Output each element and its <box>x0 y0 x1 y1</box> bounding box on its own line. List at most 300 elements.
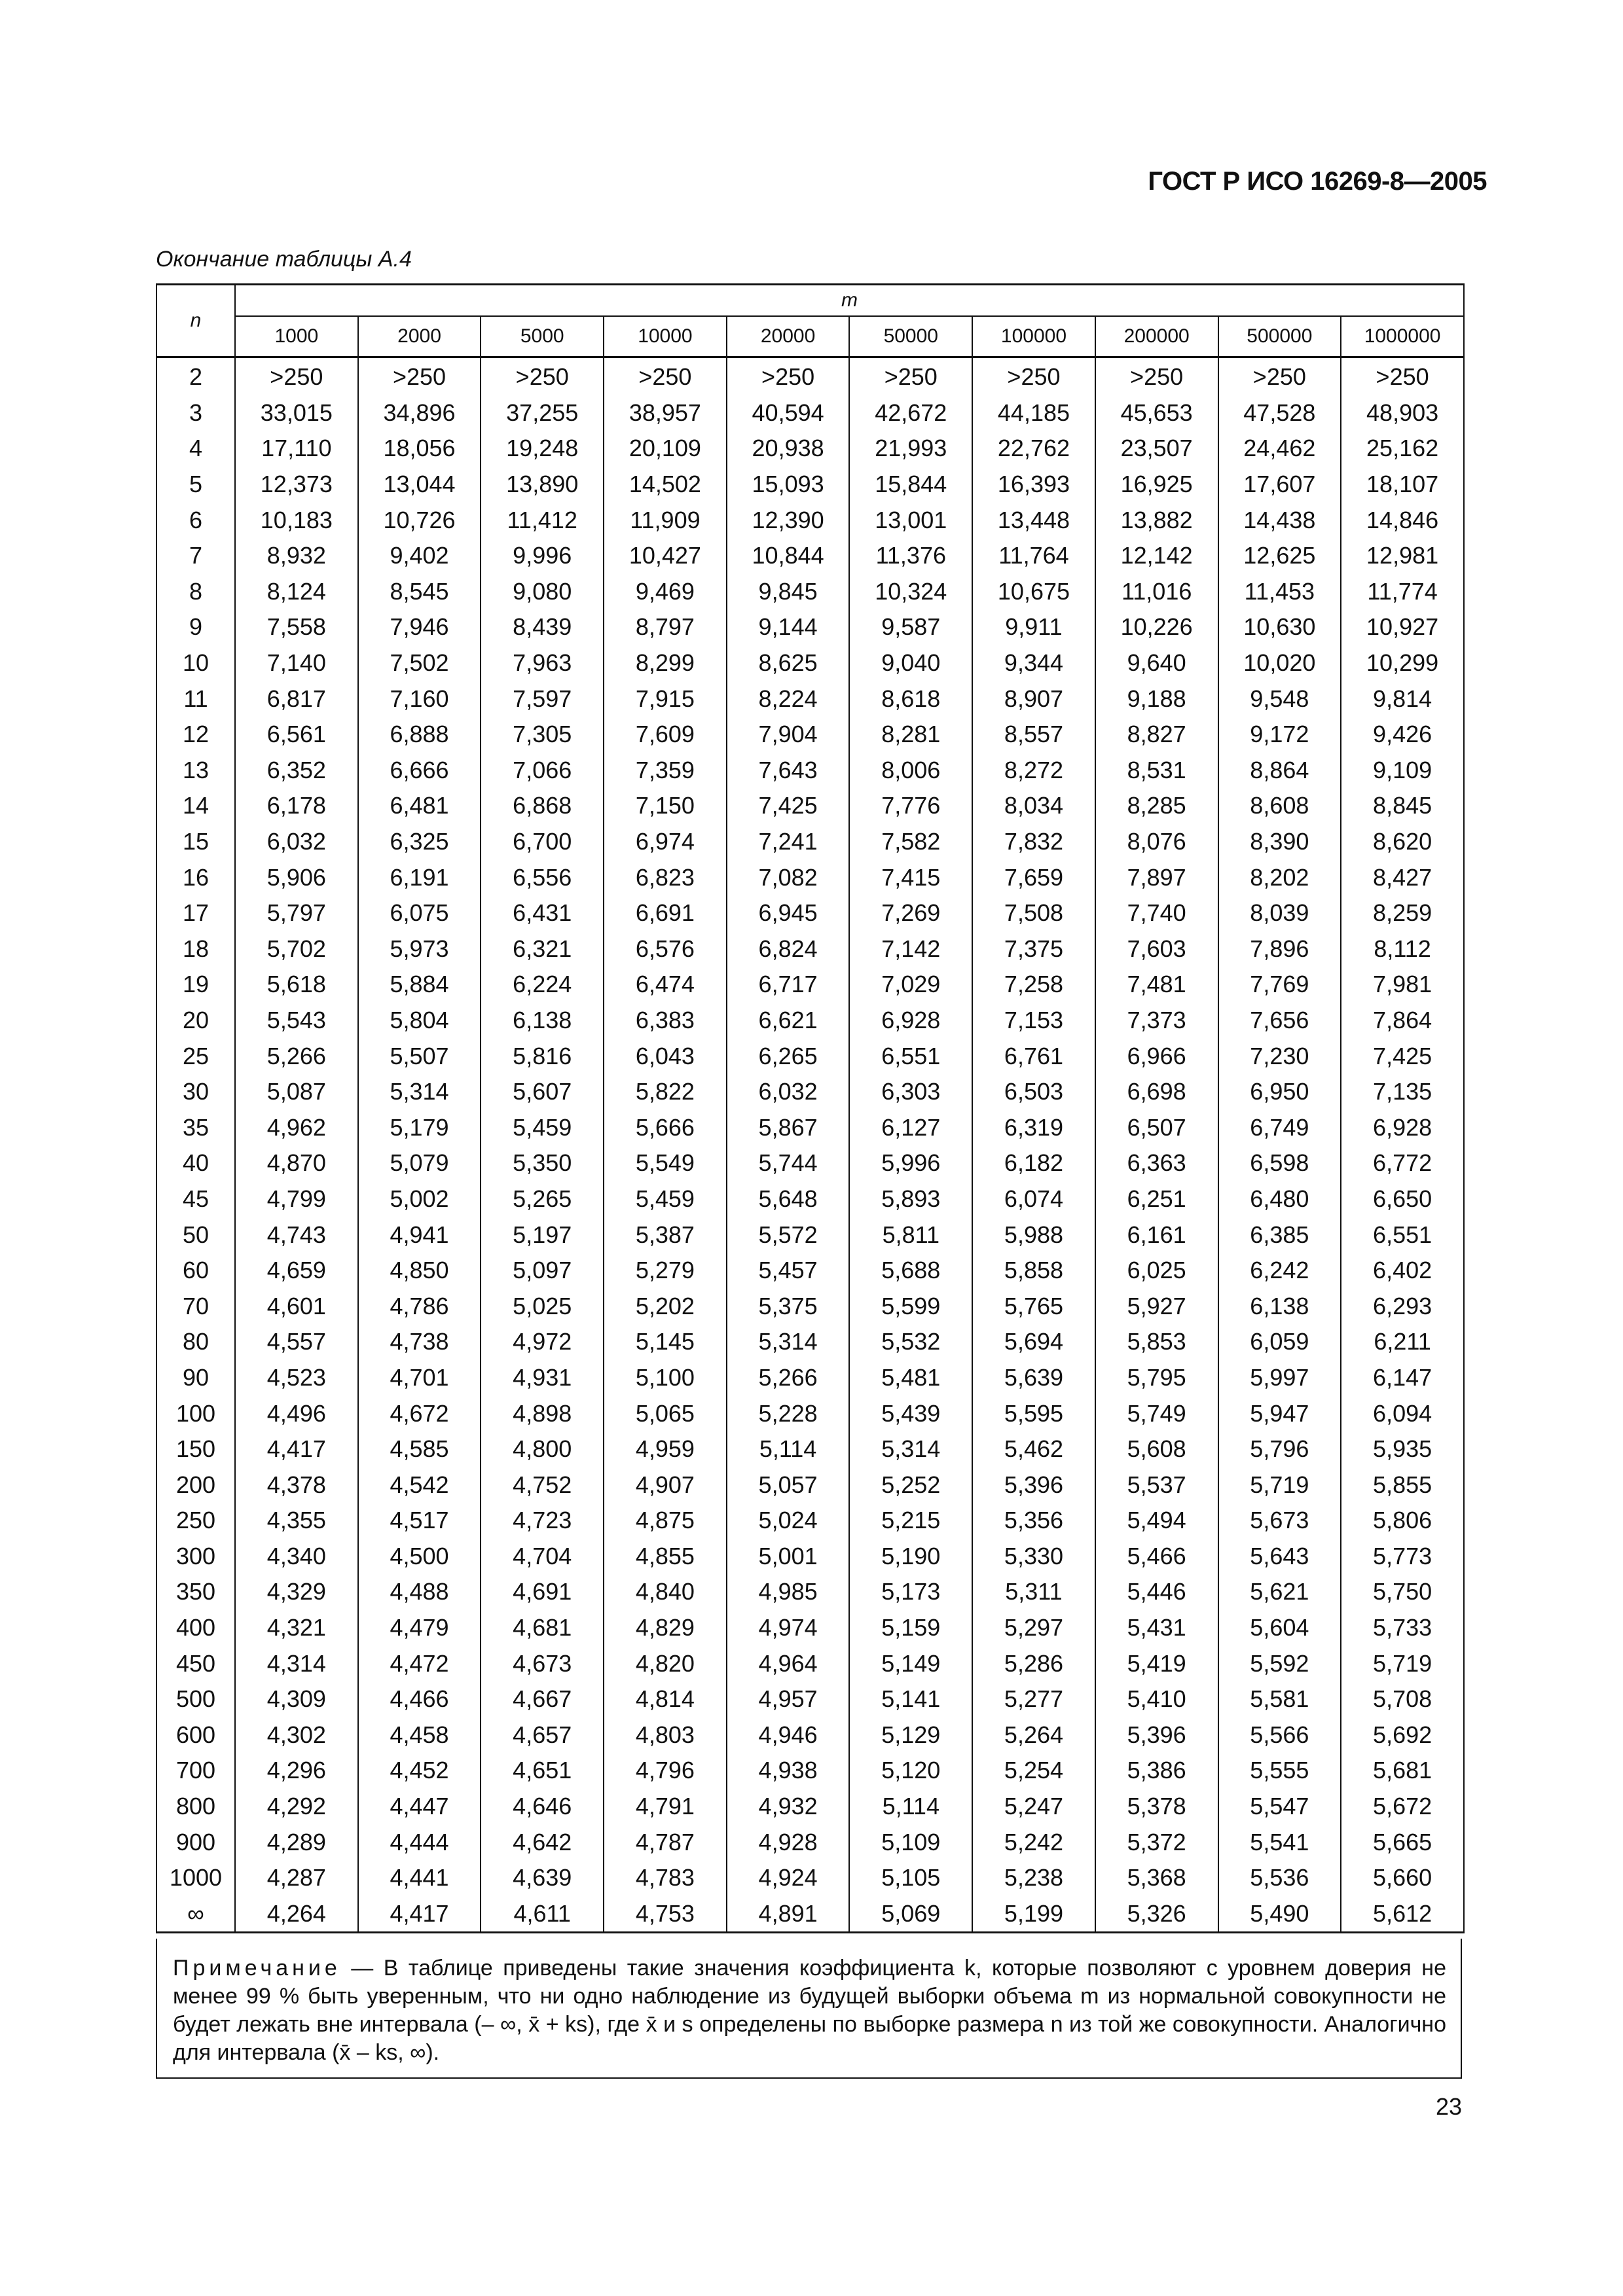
value-cell: 6,717 <box>727 967 850 1003</box>
value-cell: 7,269 <box>849 895 972 931</box>
value-cell: 8,545 <box>358 574 481 610</box>
value-cell: 10,020 <box>1218 645 1341 681</box>
n-cell: 4 <box>156 431 235 467</box>
n-cell: 11 <box>156 681 235 717</box>
value-cell: 6,059 <box>1218 1324 1341 1360</box>
value-cell: 8,039 <box>1218 895 1341 931</box>
value-cell: 5,375 <box>727 1288 850 1324</box>
value-cell: 4,850 <box>358 1253 481 1289</box>
n-cell: 10 <box>156 645 235 681</box>
value-cell: 5,547 <box>1218 1789 1341 1825</box>
value-cell: 7,142 <box>849 931 972 967</box>
value-cell: 5,326 <box>1095 1896 1218 1933</box>
value-cell: 5,988 <box>972 1217 1095 1253</box>
value-cell: 5,311 <box>972 1574 1095 1610</box>
value-cell: 5,114 <box>849 1789 972 1825</box>
value-cell: 4,329 <box>235 1574 358 1610</box>
value-cell: 6,138 <box>481 1003 604 1039</box>
value-cell: 5,494 <box>1095 1503 1218 1539</box>
value-cell: 25,162 <box>1341 431 1464 467</box>
value-cell: 5,190 <box>849 1539 972 1575</box>
value-cell: 9,640 <box>1095 645 1218 681</box>
value-cell: 9,402 <box>358 538 481 574</box>
value-cell: 4,928 <box>727 1824 850 1860</box>
n-cell: 350 <box>156 1574 235 1610</box>
column-header: 5000 <box>481 316 604 357</box>
value-cell: 4,924 <box>727 1860 850 1896</box>
value-cell: 7,258 <box>972 967 1095 1003</box>
value-cell: 6,402 <box>1341 1253 1464 1289</box>
n-cell: 20 <box>156 1003 235 1039</box>
n-cell: 100 <box>156 1395 235 1431</box>
value-cell: 6,178 <box>235 788 358 824</box>
table-row <box>156 502 1464 538</box>
value-cell: 20,109 <box>604 431 727 467</box>
n-cell: 40 <box>156 1145 235 1181</box>
n-cell: 19 <box>156 967 235 1003</box>
value-cell: 4,289 <box>235 1824 358 1860</box>
value-cell: 4,659 <box>235 1253 358 1289</box>
value-cell: 5,532 <box>849 1324 972 1360</box>
value-cell: 7,864 <box>1341 1003 1464 1039</box>
value-cell: 6,823 <box>604 859 727 895</box>
value-cell: 8,932 <box>235 538 358 574</box>
table-row <box>156 1503 1464 1539</box>
value-cell: 7,558 <box>235 609 358 645</box>
value-cell: 5,599 <box>849 1288 972 1324</box>
value-cell: 12,981 <box>1341 538 1464 574</box>
n-cell: 450 <box>156 1645 235 1681</box>
n-cell: 800 <box>156 1789 235 1825</box>
value-cell: 5,884 <box>358 967 481 1003</box>
value-cell: >250 <box>604 357 727 395</box>
value-cell: 7,659 <box>972 859 1095 895</box>
value-cell: 5,141 <box>849 1681 972 1717</box>
value-cell: 4,557 <box>235 1324 358 1360</box>
value-cell: 7,373 <box>1095 1003 1218 1039</box>
value-cell: 6,950 <box>1218 1074 1341 1110</box>
n-column-header: n <box>156 285 235 357</box>
value-cell: 5,439 <box>849 1395 972 1431</box>
value-cell: 4,681 <box>481 1610 604 1646</box>
value-cell: 6,503 <box>972 1074 1095 1110</box>
table-row <box>156 1610 1464 1646</box>
value-cell: 5,927 <box>1095 1288 1218 1324</box>
value-cell: 8,034 <box>972 788 1095 824</box>
value-cell: 5,750 <box>1341 1574 1464 1610</box>
value-cell: 7,963 <box>481 645 604 681</box>
value-cell: 9,814 <box>1341 681 1464 717</box>
value-cell: 4,651 <box>481 1753 604 1789</box>
value-cell: 6,074 <box>972 1181 1095 1217</box>
n-cell: 60 <box>156 1253 235 1289</box>
value-cell: 4,753 <box>604 1896 727 1933</box>
value-cell: 45,653 <box>1095 395 1218 431</box>
value-cell: 4,441 <box>358 1860 481 1896</box>
value-cell: 6,598 <box>1218 1145 1341 1181</box>
value-cell: 5,744 <box>727 1145 850 1181</box>
value-cell: >250 <box>1095 357 1218 395</box>
n-cell: 12 <box>156 717 235 753</box>
value-cell: 6,025 <box>1095 1253 1218 1289</box>
value-cell: 8,557 <box>972 717 1095 753</box>
value-cell: 5,555 <box>1218 1753 1341 1789</box>
table-body <box>156 357 1464 1933</box>
value-cell: 6,303 <box>849 1074 972 1110</box>
value-cell: 6,561 <box>235 717 358 753</box>
value-cell: 40,594 <box>727 395 850 431</box>
value-cell: 5,666 <box>604 1109 727 1145</box>
value-cell: 6,700 <box>481 824 604 860</box>
value-cell: 4,796 <box>604 1753 727 1789</box>
value-cell: 5,120 <box>849 1753 972 1789</box>
value-cell: 7,904 <box>727 717 850 753</box>
value-cell: 10,726 <box>358 502 481 538</box>
value-cell: 4,855 <box>604 1539 727 1575</box>
value-cell: 10,427 <box>604 538 727 574</box>
value-cell: 5,242 <box>972 1824 1095 1860</box>
value-cell: 13,044 <box>358 467 481 503</box>
value-cell: 7,597 <box>481 681 604 717</box>
value-cell: >250 <box>1218 357 1341 395</box>
table-row <box>156 1896 1464 1933</box>
value-cell: 6,161 <box>1095 1217 1218 1253</box>
value-cell: 4,972 <box>481 1324 604 1360</box>
value-cell: 5,541 <box>1218 1824 1341 1860</box>
n-cell: ∞ <box>156 1896 235 1933</box>
value-cell: 4,517 <box>358 1503 481 1539</box>
value-cell: 7,135 <box>1341 1074 1464 1110</box>
value-cell: 6,127 <box>849 1109 972 1145</box>
value-cell: 4,791 <box>604 1789 727 1825</box>
table-row <box>156 538 1464 574</box>
table-row <box>156 1181 1464 1217</box>
value-cell: 8,845 <box>1341 788 1464 824</box>
value-cell: 4,907 <box>604 1467 727 1503</box>
table-row <box>156 1860 1464 1896</box>
value-cell: >250 <box>358 357 481 395</box>
value-cell: 5,607 <box>481 1074 604 1110</box>
value-cell: 8,224 <box>727 681 850 717</box>
value-cell: 4,691 <box>481 1574 604 1610</box>
value-cell: 4,447 <box>358 1789 481 1825</box>
value-cell: 5,057 <box>727 1467 850 1503</box>
value-cell: 4,704 <box>481 1539 604 1575</box>
value-cell: 48,903 <box>1341 395 1464 431</box>
value-cell: 17,607 <box>1218 467 1341 503</box>
table-row <box>156 824 1464 860</box>
value-cell: 6,032 <box>235 824 358 860</box>
value-cell: 5,002 <box>358 1181 481 1217</box>
value-cell: 5,688 <box>849 1253 972 1289</box>
table-row <box>156 1645 1464 1681</box>
value-cell: 5,806 <box>1341 1503 1464 1539</box>
value-cell: 5,672 <box>1341 1789 1464 1825</box>
value-cell: 5,549 <box>604 1145 727 1181</box>
note-text: — В таблице приведены такие значения коэффициента k, которые позволяют с уровнем доверия не менее 99 % быть уверенным, что ни одно наблюдение из будущей выборки объема m из нормальной совокупности не будет лежать вне интервала (– ∞, x̄ + ks), где x̄ и s определены по выборке размера n из той же совокупности. Аналогично для интервала (x̄ – ks, ∞). <box>173 1956 1446 2065</box>
value-cell: 5,462 <box>972 1431 1095 1467</box>
value-cell: 5,386 <box>1095 1753 1218 1789</box>
value-cell: 5,797 <box>235 895 358 931</box>
table-row <box>156 1288 1464 1324</box>
value-cell: 5,025 <box>481 1288 604 1324</box>
value-cell: 5,612 <box>1341 1896 1464 1933</box>
table-row <box>156 609 1464 645</box>
value-cell: 5,621 <box>1218 1574 1341 1610</box>
value-cell: 6,319 <box>972 1109 1095 1145</box>
value-cell: >250 <box>727 357 850 395</box>
value-cell: 8,531 <box>1095 753 1218 789</box>
value-cell: 11,764 <box>972 538 1095 574</box>
value-cell: 10,844 <box>727 538 850 574</box>
value-cell: 5,396 <box>972 1467 1095 1503</box>
value-cell: 4,723 <box>481 1503 604 1539</box>
table-row <box>156 1217 1464 1253</box>
value-cell: 6,576 <box>604 931 727 967</box>
value-cell: 4,417 <box>235 1431 358 1467</box>
value-cell: 16,925 <box>1095 467 1218 503</box>
value-cell: 5,228 <box>727 1395 850 1431</box>
value-cell: 13,882 <box>1095 502 1218 538</box>
n-cell: 150 <box>156 1431 235 1467</box>
value-cell: 6,191 <box>358 859 481 895</box>
table-caption: Окончание таблицы А.4 <box>156 247 412 272</box>
value-cell: 5,238 <box>972 1860 1095 1896</box>
value-cell: 5,254 <box>972 1753 1095 1789</box>
value-cell: 11,412 <box>481 502 604 538</box>
table-row <box>156 931 1464 967</box>
value-cell: 6,094 <box>1341 1395 1464 1431</box>
value-cell: 11,376 <box>849 538 972 574</box>
value-cell: 5,297 <box>972 1610 1095 1646</box>
value-cell: 5,702 <box>235 931 358 967</box>
value-cell: 7,082 <box>727 859 850 895</box>
table-row <box>156 1003 1464 1039</box>
value-cell: 18,056 <box>358 431 481 467</box>
table-row <box>156 895 1464 931</box>
value-cell: 4,829 <box>604 1610 727 1646</box>
value-cell: 4,314 <box>235 1645 358 1681</box>
value-cell: 4,891 <box>727 1896 850 1933</box>
value-cell: 6,242 <box>1218 1253 1341 1289</box>
n-cell: 18 <box>156 931 235 967</box>
value-cell: 5,024 <box>727 1503 850 1539</box>
value-cell: 4,302 <box>235 1717 358 1753</box>
value-cell: 5,197 <box>481 1217 604 1253</box>
value-cell: 6,293 <box>1341 1288 1464 1324</box>
value-cell: 4,601 <box>235 1288 358 1324</box>
value-cell: 9,172 <box>1218 717 1341 753</box>
value-cell: 6,698 <box>1095 1074 1218 1110</box>
n-cell: 700 <box>156 1753 235 1789</box>
n-cell: 6 <box>156 502 235 538</box>
value-cell: 5,286 <box>972 1645 1095 1681</box>
value-cell: 6,182 <box>972 1145 1095 1181</box>
value-cell: 8,076 <box>1095 824 1218 860</box>
value-cell: 5,639 <box>972 1360 1095 1396</box>
value-cell: 5,490 <box>1218 1896 1341 1933</box>
value-cell: 5,457 <box>727 1253 850 1289</box>
value-cell: 4,479 <box>358 1610 481 1646</box>
value-cell: 7,915 <box>604 681 727 717</box>
value-cell: 5,265 <box>481 1181 604 1217</box>
value-cell: 4,931 <box>481 1360 604 1396</box>
value-cell: 5,997 <box>1218 1360 1341 1396</box>
value-cell: 12,390 <box>727 502 850 538</box>
value-cell: 5,660 <box>1341 1860 1464 1896</box>
value-cell: 15,093 <box>727 467 850 503</box>
value-cell: 12,625 <box>1218 538 1341 574</box>
table-row <box>156 717 1464 753</box>
value-cell: 4,309 <box>235 1681 358 1717</box>
table-row <box>156 753 1464 789</box>
value-cell: 5,867 <box>727 1109 850 1145</box>
value-cell: 9,911 <box>972 609 1095 645</box>
value-cell: 5,396 <box>1095 1717 1218 1753</box>
value-cell: 4,646 <box>481 1789 604 1825</box>
table-row <box>156 467 1464 503</box>
value-cell: 5,105 <box>849 1860 972 1896</box>
value-cell: 6,321 <box>481 931 604 967</box>
value-cell: 5,694 <box>972 1324 1095 1360</box>
value-cell: 4,738 <box>358 1324 481 1360</box>
value-cell: 4,783 <box>604 1860 727 1896</box>
value-cell: 4,743 <box>235 1217 358 1253</box>
value-cell: 6,556 <box>481 859 604 895</box>
value-cell: 7,643 <box>727 753 850 789</box>
value-cell: 5,618 <box>235 967 358 1003</box>
value-cell: 7,776 <box>849 788 972 824</box>
table-row <box>156 1753 1464 1789</box>
column-header: 500000 <box>1218 316 1341 357</box>
value-cell: 5,079 <box>358 1145 481 1181</box>
value-cell: 4,292 <box>235 1789 358 1825</box>
value-cell: >250 <box>972 357 1095 395</box>
value-cell: 6,928 <box>849 1003 972 1039</box>
value-cell: 6,474 <box>604 967 727 1003</box>
value-cell: 8,907 <box>972 681 1095 717</box>
value-cell: 21,993 <box>849 431 972 467</box>
value-cell: 7,896 <box>1218 931 1341 967</box>
value-cell: 5,858 <box>972 1253 1095 1289</box>
value-cell: 10,927 <box>1341 609 1464 645</box>
value-cell: 5,264 <box>972 1717 1095 1753</box>
n-cell: 300 <box>156 1539 235 1575</box>
table-row <box>156 1109 1464 1145</box>
value-cell: 9,587 <box>849 609 972 645</box>
value-cell: 6,621 <box>727 1003 850 1039</box>
value-cell: 4,974 <box>727 1610 850 1646</box>
value-cell: 34,896 <box>358 395 481 431</box>
value-cell: 9,144 <box>727 609 850 645</box>
value-cell: 16,393 <box>972 467 1095 503</box>
value-cell: 5,097 <box>481 1253 604 1289</box>
n-cell: 90 <box>156 1360 235 1396</box>
value-cell: 4,941 <box>358 1217 481 1253</box>
n-cell: 7 <box>156 538 235 574</box>
value-cell: 5,765 <box>972 1288 1095 1324</box>
value-cell: 7,066 <box>481 753 604 789</box>
table-row <box>156 1467 1464 1503</box>
value-cell: 5,109 <box>849 1824 972 1860</box>
table-row <box>156 431 1464 467</box>
value-cell: 22,762 <box>972 431 1095 467</box>
value-cell: 5,314 <box>727 1324 850 1360</box>
value-cell: 4,523 <box>235 1360 358 1396</box>
value-cell: 10,226 <box>1095 609 1218 645</box>
value-cell: 5,419 <box>1095 1645 1218 1681</box>
value-cell: 4,752 <box>481 1467 604 1503</box>
value-cell: 6,507 <box>1095 1109 1218 1145</box>
value-cell: 5,114 <box>727 1431 850 1467</box>
value-cell: 5,330 <box>972 1539 1095 1575</box>
column-header: 100000 <box>972 316 1095 357</box>
value-cell: 4,496 <box>235 1395 358 1431</box>
value-cell: 4,957 <box>727 1681 850 1717</box>
value-cell: 8,112 <box>1341 931 1464 967</box>
value-cell: 4,964 <box>727 1645 850 1681</box>
value-cell: 5,973 <box>358 931 481 967</box>
value-cell: 9,426 <box>1341 717 1464 753</box>
table-row <box>156 967 1464 1003</box>
value-cell: 6,666 <box>358 753 481 789</box>
value-cell: 4,898 <box>481 1395 604 1431</box>
header-row-columns <box>156 316 1464 357</box>
value-cell: 8,797 <box>604 609 727 645</box>
value-cell: >250 <box>481 357 604 395</box>
value-cell: 8,608 <box>1218 788 1341 824</box>
value-cell: 7,609 <box>604 717 727 753</box>
value-cell: 4,500 <box>358 1539 481 1575</box>
value-cell: 5,129 <box>849 1717 972 1753</box>
value-cell: 5,087 <box>235 1074 358 1110</box>
value-cell: 4,452 <box>358 1753 481 1789</box>
value-cell: 13,448 <box>972 502 1095 538</box>
value-cell: 4,701 <box>358 1360 481 1396</box>
value-cell: 4,458 <box>358 1717 481 1753</box>
value-cell: 4,672 <box>358 1395 481 1431</box>
value-cell: 4,787 <box>604 1824 727 1860</box>
table-row <box>156 574 1464 610</box>
value-cell: 8,259 <box>1341 895 1464 931</box>
value-cell: 7,603 <box>1095 931 1218 967</box>
value-cell: 5,266 <box>727 1360 850 1396</box>
value-cell: 5,608 <box>1095 1431 1218 1467</box>
n-cell: 250 <box>156 1503 235 1539</box>
value-cell: 8,202 <box>1218 859 1341 895</box>
value-cell: 17,110 <box>235 431 358 467</box>
value-cell: 11,909 <box>604 502 727 538</box>
value-cell: 7,305 <box>481 717 604 753</box>
value-cell: 5,536 <box>1218 1860 1341 1896</box>
column-header: 20000 <box>727 316 850 357</box>
value-cell: 14,846 <box>1341 502 1464 538</box>
value-cell: 6,211 <box>1341 1324 1464 1360</box>
value-cell: 6,650 <box>1341 1181 1464 1217</box>
value-cell: 5,773 <box>1341 1539 1464 1575</box>
table-row <box>156 645 1464 681</box>
n-cell: 1000 <box>156 1860 235 1896</box>
table-row <box>156 1074 1464 1110</box>
value-cell: 6,772 <box>1341 1145 1464 1181</box>
value-cell: 7,241 <box>727 824 850 860</box>
n-cell: 400 <box>156 1610 235 1646</box>
value-cell: 4,321 <box>235 1610 358 1646</box>
value-cell: >250 <box>849 357 972 395</box>
value-cell: 4,667 <box>481 1681 604 1717</box>
value-cell: 5,179 <box>358 1109 481 1145</box>
table-row <box>156 357 1464 395</box>
